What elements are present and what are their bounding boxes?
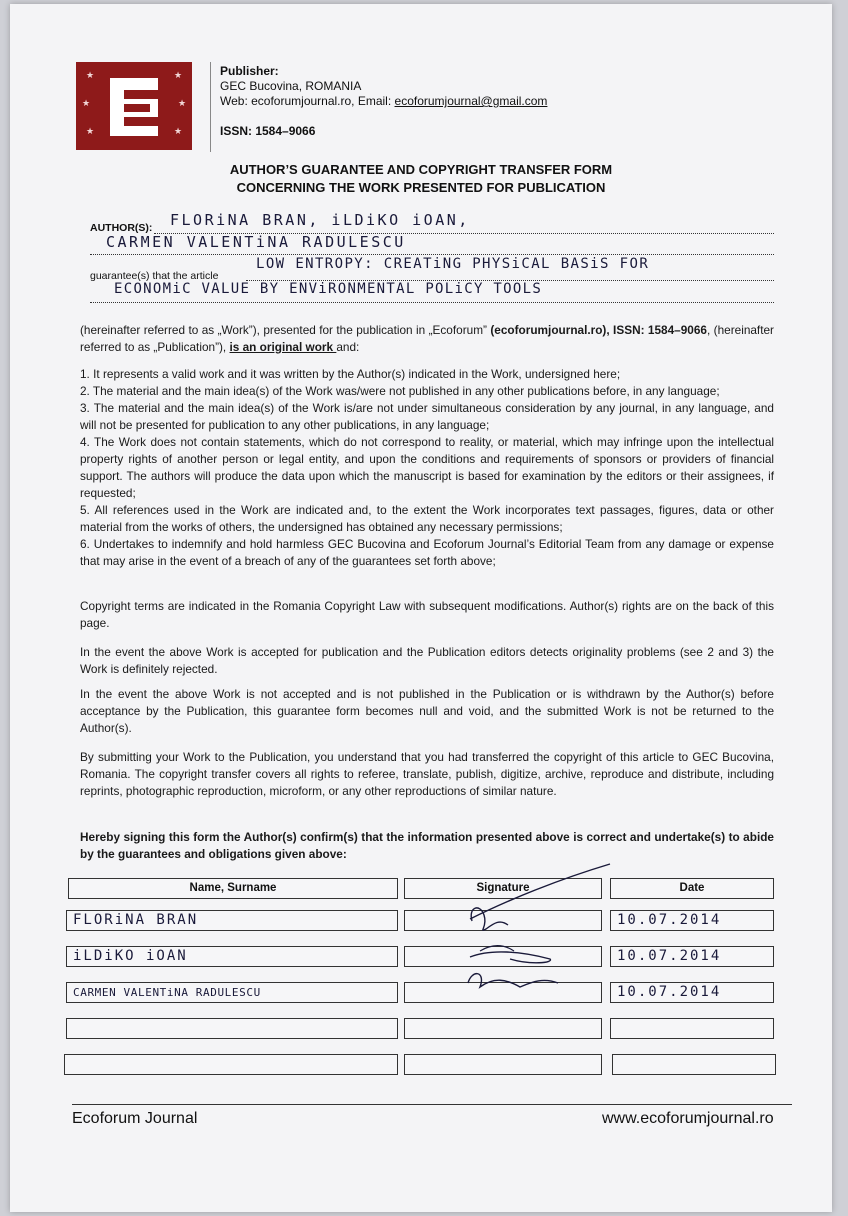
publisher-issn: ISSN: 1584–9066: [220, 124, 316, 138]
star-icon: ★: [86, 70, 95, 80]
name-cell-3[interactable]: CARMEN VALENTiNA RADULESCU: [66, 982, 398, 1003]
authors-label: AUTHOR(S):: [90, 222, 153, 234]
form-title-line2: CONCERNING THE WORK PRESENTED FOR PUBLICATION: [236, 180, 606, 195]
intro-paragraph: [80, 322, 774, 356]
guarantee-item-3: 3. The material and the main idea(s) of the Work is/are not under simultaneous consideration by any journal, in any language, and will not be presented for publication to any other publications, in any language;: [80, 401, 774, 432]
guarantee-item-5: 5. All references used in the Work are indicated and, to the extent the Work incorporates text passages, figures, data or other material from the works of others, the undersigned has obtained any necessary permissions;: [80, 503, 774, 534]
star-icon: ★: [174, 126, 183, 136]
guarantee-item-6: 6. Undertakes to indemnify and hold harmless GEC Bucovina and Ecoforum Journal’s Editorial Team from any damage or expense that may arise in the event of a breach of any of the guarantees set forth above;: [80, 537, 774, 568]
intro-original-work: is an original work: [229, 340, 337, 354]
signing-statement: Hereby signing this form the Author(s) confirm(s) that the information presented above is correct and undertake(s) to abide by the guarantees and obligations given above:: [80, 830, 774, 861]
publisher-web-text: Web: ecoforumjournal.ro, Email:: [220, 94, 395, 108]
date-cell-4[interactable]: [610, 1018, 774, 1039]
star-icon: ★: [174, 70, 183, 80]
copyright-terms-paragraph: Copyright terms are indicated in the Romania Copyright Law with subsequent modifications. Author(s) rights are on the back of this page.: [80, 599, 774, 630]
intro-text-1: (hereinafter referred to as „Work”), presented for the publication in „Ecoforum”: [80, 323, 491, 337]
guarantee-item-1: 1. It represents a valid work and it was written by the Author(s) indicated in the Work, undersigned here;: [80, 367, 621, 381]
signature-cell-4[interactable]: [404, 1018, 602, 1039]
intro-journal: (ecoforumjournal.ro), ISSN: 1584–9066: [490, 323, 707, 337]
footer-website[interactable]: www.ecoforumjournal.ro: [602, 1110, 774, 1127]
article-handwritten-1[interactable]: LOW ENTROPY: CREATiNG PHYSiCAL BASiS FOR: [256, 256, 650, 272]
article-line-2: [90, 302, 774, 303]
form-title-line1: AUTHOR’S GUARANTEE AND COPYRIGHT TRANSFER FORM: [229, 162, 613, 177]
name-cell-4[interactable]: [66, 1018, 398, 1039]
header-divider: [210, 62, 211, 152]
intro-text-3: and:: [336, 340, 360, 354]
date-cell-1[interactable]: 10.07.2014: [610, 910, 774, 931]
authors-line-2: [90, 254, 774, 255]
publisher-logo: [76, 62, 192, 150]
star-icon: ★: [82, 98, 91, 108]
publisher-email-link[interactable]: ecoforumjournal@gmail.com: [394, 94, 548, 108]
header-signature: Signature: [404, 878, 602, 899]
footer-journal-name: Ecoforum Journal: [72, 1110, 198, 1127]
date-cell-2[interactable]: 10.07.2014: [610, 946, 774, 967]
star-icon: ★: [178, 98, 187, 108]
star-icon: ★: [86, 126, 95, 136]
authors-handwritten-1[interactable]: FLORiNA BRAN, iLDiKO iOAN,: [170, 211, 470, 229]
article-label: guarantee(s) that the article: [90, 270, 219, 282]
date-cell-3[interactable]: 10.07.2014: [610, 982, 774, 1003]
publisher-web: [220, 94, 547, 108]
name-cell-5[interactable]: [64, 1054, 398, 1075]
date-cell-5[interactable]: [612, 1054, 776, 1075]
name-cell-2[interactable]: iLDiKO iOAN: [66, 946, 398, 967]
signature-cell-5[interactable]: [404, 1054, 602, 1075]
null-void-paragraph: In the event the above Work is not accepted and is not published in the Publication or is withdrawn by the Author(s) before acceptance by the Publication, this guarantee form becomes null and void, and the submitted Work is not be returned to the Author(s).: [80, 687, 774, 735]
article-handwritten-2[interactable]: ECONOMiC VALUE BY ENViRONMENTAL POLiCY TOOLS: [114, 281, 543, 297]
guarantee-list: [80, 366, 774, 570]
name-cell-1[interactable]: FLORiNA BRAN: [66, 910, 398, 931]
rejection-paragraph: In the event the above Work is accepted for publication and the Publication editors detects originality problems (see 2 and 3) the Work is definitely rejected.: [80, 645, 774, 676]
authors-handwritten-2[interactable]: CARMEN VALENTiNA RADULESCU: [106, 233, 406, 251]
form-page: [10, 4, 832, 1212]
guarantee-item-4: 4. The Work does not contain statements, which do not correspond to reality, or material, which may infringe upon the intellectual property rights of another person or legal entity, and upon the conditions and requirements of sponsors or providers of financial support. The authors will produce the data upon which the manuscript is based for examination by the editors or their assignees, if requested;: [80, 435, 774, 500]
publisher-label: Publisher:: [220, 64, 279, 78]
guarantee-item-2: 2. The material and the main idea(s) of the Work was/were not published in any other publications before, in any language;: [80, 384, 720, 398]
intro-text-2: , (hereinafter referred to as „Publication”),: [80, 323, 774, 354]
header-name-surname: Name, Surname: [68, 878, 398, 899]
publisher-name: GEC Bucovina, ROMANIA: [220, 79, 362, 93]
copyright-transfer-paragraph: By submitting your Work to the Publication, you understand that you had transferred the copyright of this article to GEC Bucovina, Romania. The copyright transfer covers all rights to referee, translate, publish, digitize, archive, reproduce and distribute, including reprints, photographic reproduction, microform, or any other reproductions of similar nature.: [80, 750, 774, 798]
header-date: Date: [610, 878, 774, 899]
handwritten-signatures: [450, 859, 630, 999]
footer-divider: [72, 1104, 792, 1105]
